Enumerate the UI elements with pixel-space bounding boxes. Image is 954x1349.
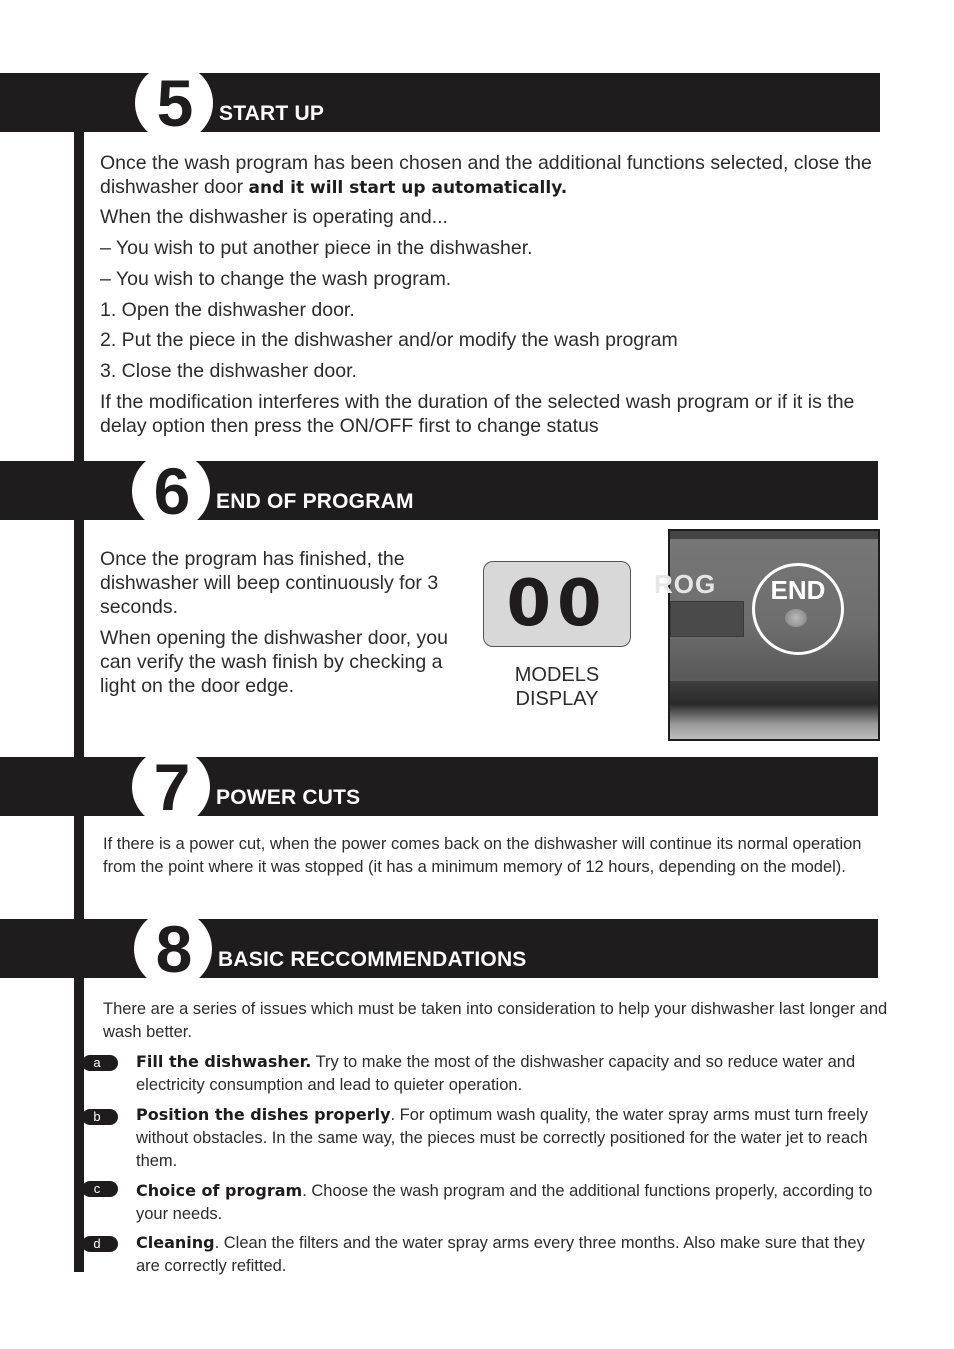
section-5-number: 5	[156, 66, 192, 140]
section-8-title: BASIC RECCOMMENDATIONS	[218, 948, 527, 971]
photo-prog-text: ROG	[654, 569, 717, 599]
photo-button-slot	[670, 601, 744, 637]
recommendation-d-text: . Clean the filters and the water spray arms every three months. Also make sure that they are correctly refitted.	[136, 1234, 865, 1275]
section-5-line-3: – You wish to change the wash program.	[100, 268, 452, 290]
recommendation-c-text: . Choose the wash program and the additional functions properly, according to your needs.	[136, 1182, 873, 1223]
models-display-caption	[483, 663, 631, 711]
bullet-c: c	[82, 1181, 118, 1197]
recommendation-a	[136, 1050, 886, 1097]
models-caption-line-2: DISPLAY	[515, 688, 599, 710]
section-7-title: POWER CUTS	[216, 786, 361, 809]
end-indicator-photo	[654, 529, 880, 741]
photo-prog-label	[654, 569, 717, 600]
bullet-d: d	[82, 1236, 118, 1252]
display-digits: 00	[506, 567, 608, 641]
section-5-intro	[100, 151, 890, 200]
section-7-number: 7	[153, 750, 189, 824]
models-caption-line-1: MODELS	[514, 664, 600, 686]
section-5-title: START UP	[219, 102, 325, 125]
section-5-line-1: When the dishwasher is operating and...	[100, 206, 448, 228]
section-6-para-2: When opening the dishwasher door, you can verify the wash finish by checking a light on the door edge.	[100, 627, 448, 697]
section-5-line-2: – You wish to put another piece in the dishwasher.	[100, 237, 533, 259]
recommendation-b-text: . For optimum wash quality, the water spray arms must turn freely without obstacles. In the same way, the pieces must be correctly positioned for the water jet to reach them.	[136, 1106, 868, 1170]
recommendation-b	[136, 1103, 886, 1173]
section-7-text: If there is a power cut, when the power comes back on the dishwasher will continue its normal operation from the point where it was stopped (it has a minimum memory of 12 hours, depending on the model).	[103, 835, 862, 876]
bullet-b: b	[82, 1109, 118, 1125]
section-5-number-badge	[135, 64, 213, 142]
recommendation-d	[136, 1231, 886, 1278]
models-display-illustration	[483, 561, 631, 647]
recommendation-c	[136, 1179, 886, 1226]
photo-door-edge	[670, 681, 878, 739]
section-5-step-3: 3. Close the dishwasher door.	[100, 360, 357, 382]
recommendation-a-text: Try to make the most of the dishwasher capacity and so reduce water and electricity consumption and lead to quieter operation.	[136, 1053, 856, 1094]
left-vertical-rule	[74, 73, 84, 1272]
section-8-number: 8	[155, 912, 191, 986]
section-6-number: 6	[153, 454, 189, 528]
section-5-step-1: 1. Open the dishwasher door.	[100, 299, 355, 321]
photo-panel-top	[670, 531, 878, 539]
section-8-header-bar	[0, 919, 878, 978]
section-5-intro-plain: Once the wash program has been chosen and the additional functions selected, close the dishwasher door	[100, 152, 872, 198]
section-7-number-badge	[132, 748, 210, 826]
end-led-icon	[785, 609, 807, 627]
recommendation-b-bold: Position the dishes properly	[136, 1105, 391, 1124]
section-5-intro-bold: and it will start up automatically.	[248, 178, 568, 198]
section-6-number-badge	[132, 452, 210, 530]
recommendation-c-bold: Choice of program	[136, 1181, 303, 1200]
section-8-number-badge	[134, 910, 212, 988]
photo-end-label: END	[770, 575, 826, 605]
section-5-header-bar	[0, 73, 880, 132]
section-6-title: END OF PROGRAM	[216, 490, 414, 513]
section-5-step-2: 2. Put the piece in the dishwasher and/or modify the wash program	[100, 329, 678, 351]
section-5-closing: If the modification interferes with the duration of the selected wash program or if it is the delay option then press the ON/OFF first to change status	[100, 391, 855, 437]
section-6-para-1: Once the program has finished, the dishwasher will beep continuously for 3 seconds.	[100, 548, 439, 618]
recommendation-a-bold: Fill the dishwasher.	[136, 1052, 312, 1071]
recommendation-d-bold: Cleaning	[136, 1233, 215, 1252]
bullet-a: a	[82, 1055, 118, 1071]
section-8-intro: There are a series of issues which must be taken into consideration to help your dishwasher last longer and wash better.	[103, 1000, 888, 1041]
